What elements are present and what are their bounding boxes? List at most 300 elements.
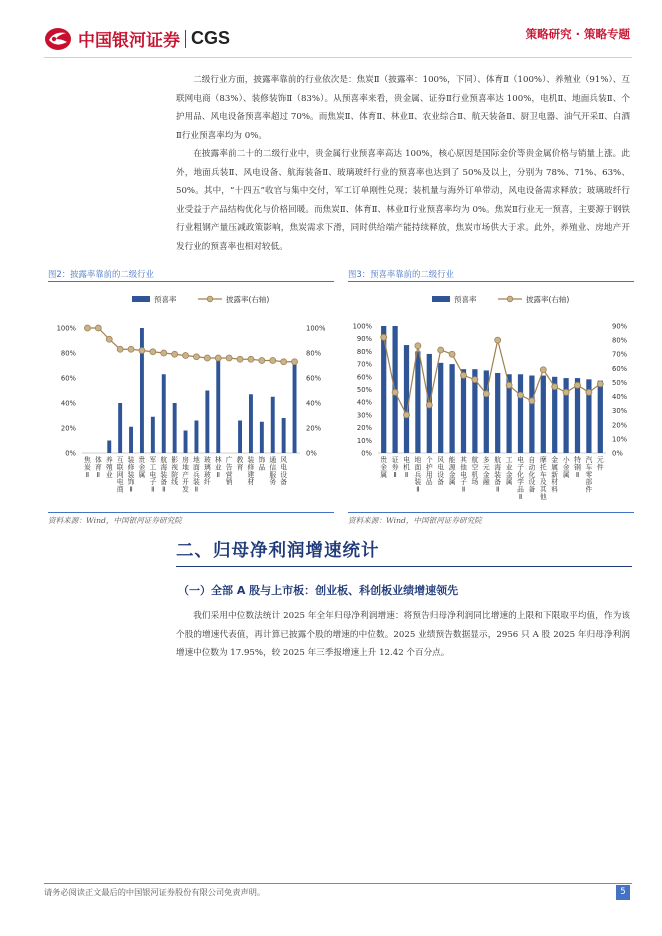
x-tick-char: 炭	[84, 463, 91, 472]
x-tick-char: 联	[116, 463, 124, 472]
x-tick-17	[269, 455, 276, 486]
x-tick-char: 建	[247, 470, 255, 479]
x-tick-char: 通	[269, 456, 277, 464]
brand-name-en: CGS	[191, 28, 231, 48]
y-tick-left: 40%	[356, 398, 372, 407]
x-tick-char: 材	[247, 478, 255, 487]
x-tick-char: 贵	[380, 456, 388, 464]
x-tick-11	[506, 456, 513, 486]
footer-divider	[44, 883, 632, 884]
x-tick-char: 源	[448, 463, 456, 472]
y-tick-right: 40%	[306, 399, 322, 408]
header-divider	[44, 57, 632, 58]
x-tick-char: 部	[585, 478, 593, 487]
x-tick-7	[460, 455, 468, 494]
bar-10	[495, 373, 500, 453]
line-point-18	[586, 389, 592, 395]
x-tick-char: 护	[425, 463, 433, 472]
bar-17	[575, 378, 580, 453]
x-tick-13	[529, 455, 536, 494]
chart-legend	[132, 294, 269, 304]
x-tick-char: 商	[116, 485, 124, 494]
x-tick-char: 养	[105, 456, 113, 464]
x-tick-char: 装	[193, 478, 200, 487]
bar-4	[129, 427, 133, 453]
x-tick-char: 备	[280, 478, 288, 487]
line-point-6	[150, 349, 156, 355]
line-point-8	[172, 351, 178, 357]
line-point-0	[84, 325, 90, 331]
x-tick-char: 多	[482, 456, 490, 464]
x-tick-char: 化	[528, 470, 536, 479]
y-tick-right: 40%	[612, 393, 628, 402]
x-tick-3	[415, 455, 422, 494]
x-tick-char: 玻	[203, 470, 211, 479]
line-point-16	[563, 389, 569, 395]
line-point-4	[128, 346, 134, 352]
x-tick-char: 服	[269, 470, 277, 479]
x-tick-char: 教	[236, 456, 244, 464]
x-tick-char: 属	[562, 470, 570, 479]
line-point-13	[529, 398, 535, 404]
figure2-title: 图2：披露率靠前的二级行业	[48, 269, 154, 279]
x-tick-char: 装	[494, 470, 502, 479]
line-point-2	[404, 412, 410, 418]
series-line	[87, 328, 294, 362]
x-tick-8	[171, 455, 178, 486]
x-tick-char: 璃	[203, 463, 211, 472]
x-tick-char: 地	[182, 463, 189, 472]
legend-marker-line	[207, 296, 213, 302]
x-tick-18	[280, 455, 287, 486]
x-tick-char: 金	[380, 463, 388, 472]
paragraph-median-growth: 我们采用中位数法统计 2025 年全年归母净利润增速：将预告归母净利润同比增速的上限和下限取平均值，作为该个股的增速代表值，再计算已披露个股的增速的中位数。2025 业绩预告数据显示，2956 只 A 股 2025 年归母净利润增速中位数为 17.95%，较 2025 年三季报增速上升 12.42 个百分点。	[176, 611, 630, 659]
x-tick-10	[193, 455, 200, 494]
figure2-title-rule	[48, 281, 334, 282]
y-tick-right: 50%	[612, 378, 628, 387]
x-tick-char: 装	[127, 456, 135, 464]
x-tick-char: 互	[116, 456, 124, 464]
x-tick-char: 开	[182, 478, 189, 487]
x-tick-char: 告	[225, 463, 233, 472]
x-tick-char: 品	[517, 485, 524, 494]
x-tick-char: 属	[551, 463, 559, 472]
section-heading: 二、归母净利润增速统计	[176, 541, 380, 561]
x-tick-10	[494, 455, 501, 494]
x-tick-char: 电	[280, 463, 288, 472]
x-tick-char: 汽	[585, 456, 593, 464]
x-tick-12	[517, 455, 524, 501]
figure3-source-rule	[348, 512, 634, 513]
footer-disclaimer: 请务必阅读正文最后的中国银河证券股份有限公司免责声明。	[44, 887, 266, 897]
x-tick-char: Ⅱ	[216, 470, 220, 479]
x-tick-char: 机	[403, 463, 410, 472]
x-tick-char: 网	[116, 470, 124, 479]
line-point-18	[281, 359, 287, 365]
x-tick-12	[215, 455, 222, 479]
x-tick-9	[483, 455, 490, 486]
x-tick-char: 工	[149, 463, 157, 472]
line-point-7	[461, 372, 467, 378]
x-tick-char: 动	[528, 463, 536, 472]
x-tick-char: Ⅱ	[416, 485, 420, 494]
x-tick-1	[392, 455, 399, 479]
bar-18	[282, 418, 286, 453]
line-point-9	[183, 353, 189, 359]
legend-marker-line	[507, 296, 513, 302]
x-tick-char: 件	[596, 463, 604, 472]
x-tick-char: 饰	[258, 456, 266, 464]
bar-7	[461, 369, 466, 453]
bar-19	[598, 381, 603, 453]
x-tick-char: 品	[258, 463, 266, 472]
brand-logo	[44, 26, 230, 51]
x-tick-char: 电	[437, 463, 445, 472]
x-tick-5	[139, 455, 147, 479]
x-tick-char: 券	[391, 463, 399, 472]
line-point-14	[540, 367, 546, 373]
line-point-7	[161, 350, 167, 356]
y-tick-right: 60%	[306, 374, 322, 383]
x-tick-char: 金	[448, 470, 456, 479]
bar-6	[449, 364, 454, 453]
x-tick-char: 属	[138, 470, 146, 479]
line-point-5	[438, 347, 444, 353]
x-tick-7	[160, 455, 167, 494]
x-tick-char: 托	[539, 463, 547, 472]
x-tick-char: 修	[247, 463, 255, 472]
x-tick-char: 设	[280, 470, 288, 479]
line-point-3	[117, 346, 123, 352]
x-tick-2	[106, 455, 113, 479]
x-tick-char: Ⅱ	[194, 485, 199, 494]
line-point-13	[226, 355, 232, 361]
line-point-5	[139, 348, 145, 354]
x-tick-char: 用	[425, 470, 433, 479]
section-heading-rule	[176, 566, 632, 567]
x-tick-char: 证	[391, 456, 399, 464]
x-tick-char: 工	[505, 456, 513, 464]
x-tick-char: Ⅱ	[461, 485, 466, 494]
x-tick-char: 线	[171, 478, 179, 487]
x-tick-char: 院	[171, 470, 179, 479]
x-tick-char: Ⅱ	[393, 470, 397, 479]
x-tick-char: 电	[460, 470, 467, 479]
line-point-11	[204, 355, 210, 361]
x-tick-19	[597, 456, 604, 471]
y-tick-right: 100%	[306, 324, 326, 333]
x-tick-18	[586, 455, 593, 494]
x-tick-char: 航	[471, 456, 479, 464]
x-tick-char: 场	[471, 478, 479, 487]
x-tick-9	[182, 455, 189, 494]
x-tick-char: 育	[236, 463, 244, 472]
x-tick-char: 件	[585, 485, 593, 494]
line-point-14	[237, 356, 243, 362]
x-tick-char: 金	[562, 463, 570, 472]
x-tick-char: 风	[437, 456, 445, 464]
x-tick-char: 自	[528, 456, 536, 464]
x-tick-4	[426, 455, 433, 486]
x-tick-char: 零	[585, 470, 593, 479]
y-tick-right: 90%	[612, 322, 628, 331]
x-tick-char: 及	[539, 478, 547, 487]
brand-mark-icon	[44, 27, 72, 51]
x-tick-char: 属	[380, 470, 388, 479]
x-tick-char: 影	[171, 456, 179, 464]
x-tick-char: Ⅱ	[85, 470, 90, 479]
y-tick-left: 30%	[356, 411, 372, 420]
line-point-17	[270, 358, 276, 364]
bar-17	[271, 397, 275, 453]
x-tick-char: 金	[505, 470, 513, 479]
x-tick-char: 体	[94, 456, 102, 464]
bar-2	[107, 441, 111, 454]
x-tick-16	[563, 455, 570, 479]
x-tick-char: 装	[247, 456, 255, 464]
x-tick-char: 地	[414, 456, 422, 464]
x-tick-char: 地	[193, 456, 200, 464]
x-tick-char: 属	[505, 478, 513, 487]
x-tick-char: 修	[127, 463, 135, 472]
figure2-source: 资料来源：Wind，中国银河证券研究院	[48, 516, 182, 525]
x-tick-char: 林	[214, 456, 222, 464]
x-tick-char: 贵	[138, 456, 146, 464]
legend-label-line: 披露率(右轴)	[526, 295, 570, 304]
y-tick-left: 10%	[356, 436, 372, 445]
bar-15	[249, 394, 253, 453]
x-tick-char: Ⅱ	[96, 470, 101, 479]
x-tick-char: 殖	[105, 463, 113, 472]
x-tick-char: 元	[482, 463, 490, 472]
x-tick-char: 焦	[84, 456, 91, 464]
x-tick-char: 产	[182, 470, 189, 479]
line-point-12	[215, 355, 221, 361]
paragraph-top20-analysis: 在披露率前二十的二级行业中，贵金属行业预喜率高达 100%，核心原因是国际金价等贵金属价格与销量上涨。此外，地面兵装Ⅱ、风电设备、航海装备Ⅱ、玻璃玻纤行业的预喜率也达到了 50%及以上，分别为 78%、71%、63%、50%。其中，“十四五”收官与集中交付，军工订单刚性兑现；装机量与海外订单带动，风电设备需求释放；玻璃玻纤行业受益于产品结构优化与价格回暖。而焦炭Ⅱ、体育Ⅱ、林业Ⅱ行业预喜率均为 0%。焦炭Ⅱ行业无一预喜，主要源于钢铁行业粗钢产量压减政策影响，焦炭需求下滑，同时供给端产能持续释放，焦炭市场供大于求。此外，养殖业、房地产开发行业的预喜率也相对较低。	[176, 149, 630, 252]
x-tick-char: 纤	[203, 478, 211, 487]
page-header	[0, 0, 662, 60]
x-tick-char: 务	[269, 478, 277, 487]
x-tick-char: 兵	[193, 470, 200, 479]
line-point-19	[292, 359, 298, 365]
x-tick-5	[437, 455, 444, 486]
figure3-source: 资料来源：Wind，中国银河证券研究院	[348, 516, 482, 525]
x-tick-char: 摩	[539, 456, 547, 464]
x-tick-char: 小	[562, 456, 570, 464]
line-point-15	[552, 384, 558, 390]
x-tick-15	[248, 455, 255, 486]
x-tick-char: 房	[182, 456, 189, 464]
x-tick-char: 面	[193, 463, 200, 472]
x-tick-char: 电	[116, 478, 124, 487]
y-tick-right: 10%	[612, 435, 628, 444]
line-point-1	[392, 389, 398, 395]
x-tick-char: 业	[105, 470, 113, 479]
x-tick-char: 特	[574, 456, 581, 464]
chart-legend	[432, 294, 569, 304]
x-tick-char: Ⅱ	[404, 470, 409, 479]
bar-14	[238, 421, 242, 454]
y-tick-left: 100%	[352, 322, 372, 331]
x-tick-char: 风	[280, 456, 288, 464]
x-tick-char: Ⅱ	[162, 485, 166, 494]
x-tick-char: 业	[505, 463, 513, 472]
x-tick-3	[117, 456, 124, 494]
line-point-0	[381, 334, 387, 340]
x-tick-char: 广	[225, 456, 233, 464]
y-tick-right: 30%	[612, 407, 628, 416]
line-point-16	[259, 358, 265, 364]
x-tick-13	[226, 455, 233, 486]
x-tick-17	[574, 455, 581, 479]
x-tick-char: 海	[160, 463, 168, 472]
bar-19	[293, 364, 297, 453]
line-point-4	[426, 402, 432, 408]
x-tick-char: 备	[494, 478, 502, 487]
x-tick-char: 其	[539, 485, 547, 494]
x-tick-char: 其	[460, 456, 467, 464]
x-tick-char: 电	[517, 456, 524, 464]
y-tick-left: 20%	[60, 424, 76, 433]
x-tick-char: 他	[460, 463, 467, 472]
line-point-6	[449, 351, 455, 357]
y-tick-left: 80%	[356, 347, 372, 356]
bar-5	[438, 363, 443, 453]
figure2-source-rule	[48, 512, 334, 513]
x-tick-6	[149, 455, 156, 494]
x-tick-char: Ⅱ	[575, 470, 580, 479]
x-tick-char: 属	[448, 478, 456, 487]
x-tick-char: 能	[448, 456, 456, 464]
line-point-8	[472, 377, 478, 383]
x-tick-char: 业	[214, 463, 222, 472]
x-tick-char: 航	[494, 456, 502, 464]
brand-divider	[185, 30, 186, 48]
y-tick-right: 80%	[306, 349, 322, 358]
line-point-10	[495, 337, 501, 343]
x-tick-11	[204, 455, 211, 486]
line-point-3	[415, 343, 421, 349]
bar-14	[541, 376, 546, 453]
y-tick-left: 0%	[361, 449, 372, 458]
x-tick-char: 海	[494, 463, 502, 472]
legend-swatch-bar	[132, 296, 150, 302]
report-category: 策略研究 · 策略专题	[525, 27, 630, 41]
x-tick-0	[84, 455, 91, 479]
x-tick-char: 面	[414, 463, 422, 472]
bar-9	[184, 431, 188, 454]
y-tick-left: 20%	[356, 424, 372, 433]
line-point-12	[518, 392, 524, 398]
x-tick-char: 设	[437, 470, 445, 479]
line-point-1	[95, 325, 101, 331]
legend-label-bar: 预喜率	[454, 295, 477, 304]
y-tick-right: 20%	[612, 421, 628, 430]
line-point-17	[575, 382, 581, 388]
bar-16	[260, 422, 264, 453]
x-tick-char: 钢	[574, 463, 581, 472]
subsection-heading: （一）全部 A 股与上市板：创业板、科创板业绩增速领先	[178, 584, 459, 597]
y-tick-left: 100%	[56, 324, 76, 333]
x-tick-6	[449, 455, 456, 486]
line-point-9	[483, 391, 489, 397]
x-tick-2	[403, 455, 410, 479]
figure3-chart	[348, 285, 636, 510]
x-tick-14	[237, 455, 244, 471]
x-tick-char: 备	[437, 478, 445, 487]
x-tick-char: 车	[585, 463, 593, 472]
x-tick-1	[95, 455, 102, 479]
x-tick-char: 设	[528, 478, 536, 487]
legend-label-bar: 预喜率	[154, 295, 177, 304]
x-tick-char: 新	[551, 470, 559, 479]
bar-5	[140, 328, 144, 453]
x-tick-char: 备	[528, 485, 536, 494]
line-point-19	[597, 381, 603, 387]
x-tick-char: 玻	[203, 456, 211, 464]
x-tick-14	[540, 455, 548, 501]
line-point-15	[248, 356, 254, 362]
x-tick-char: 航	[160, 456, 168, 464]
y-tick-left: 80%	[60, 349, 76, 358]
x-tick-char: 视	[171, 463, 179, 472]
bar-3	[118, 403, 122, 453]
x-tick-char: 装	[160, 470, 168, 479]
bar-11	[205, 391, 209, 454]
x-tick-char: Ⅱ	[496, 485, 500, 494]
x-tick-char: 融	[482, 478, 490, 487]
x-tick-4	[128, 455, 135, 494]
line-point-11	[506, 382, 512, 388]
x-tick-char: 子	[149, 478, 157, 487]
x-tick-char: 品	[425, 478, 433, 487]
x-tick-char: 空	[471, 463, 479, 472]
y-tick-right: 60%	[612, 364, 628, 373]
x-tick-char: 电	[149, 470, 157, 479]
y-tick-right: 0%	[306, 449, 317, 458]
y-tick-right: 20%	[306, 424, 322, 433]
x-tick-8	[472, 455, 479, 486]
x-tick-char: 金	[482, 470, 490, 479]
x-tick-char: Ⅱ	[151, 485, 155, 494]
x-tick-char: 营	[225, 470, 233, 479]
x-tick-char: 装	[127, 470, 135, 479]
legend-label-line: 披露率(右轴)	[226, 295, 270, 304]
line-point-10	[193, 354, 199, 360]
bar-2	[404, 345, 409, 453]
bar-6	[151, 417, 155, 453]
y-tick-right: 70%	[612, 350, 628, 359]
x-tick-char: 金	[138, 463, 146, 472]
x-tick-char: 他	[539, 493, 547, 501]
bar-12	[518, 374, 523, 453]
paragraph-industry-disclosure: 二级行业方面，披露率靠前的行业依次是：焦炭Ⅱ（披露率：100%，下同）、体育Ⅱ（100%）、养殖业（91%）、互联网电商（83%）、装修装饰Ⅱ（83%）。从预喜率来看，贵金属、证券Ⅱ行业预喜率达 100%，电机Ⅱ、地面兵装Ⅱ、个护用品、风电设备预喜率超过 70%。而焦炭Ⅱ、体育Ⅱ、林业Ⅱ、农业综合Ⅱ、航天装备Ⅱ、厨卫电器、油气开采Ⅱ、白酒Ⅱ行业预喜率均为 0%。	[176, 75, 630, 141]
bar-10	[194, 421, 198, 454]
x-tick-char: 元	[596, 456, 604, 464]
line-point-2	[106, 336, 112, 342]
x-tick-char: 销	[225, 478, 233, 487]
y-tick-left: 0%	[65, 449, 76, 458]
x-tick-char: 材	[551, 478, 559, 487]
x-tick-char: 车	[539, 470, 547, 479]
x-tick-char: 学	[517, 478, 524, 487]
bar-13	[529, 376, 534, 453]
bar-7	[162, 374, 166, 453]
brand-name-cn: 中国银河证券	[78, 31, 180, 51]
figure3-title-rule	[348, 281, 634, 282]
x-tick-char: 金	[551, 456, 559, 464]
x-tick-0	[380, 455, 388, 479]
